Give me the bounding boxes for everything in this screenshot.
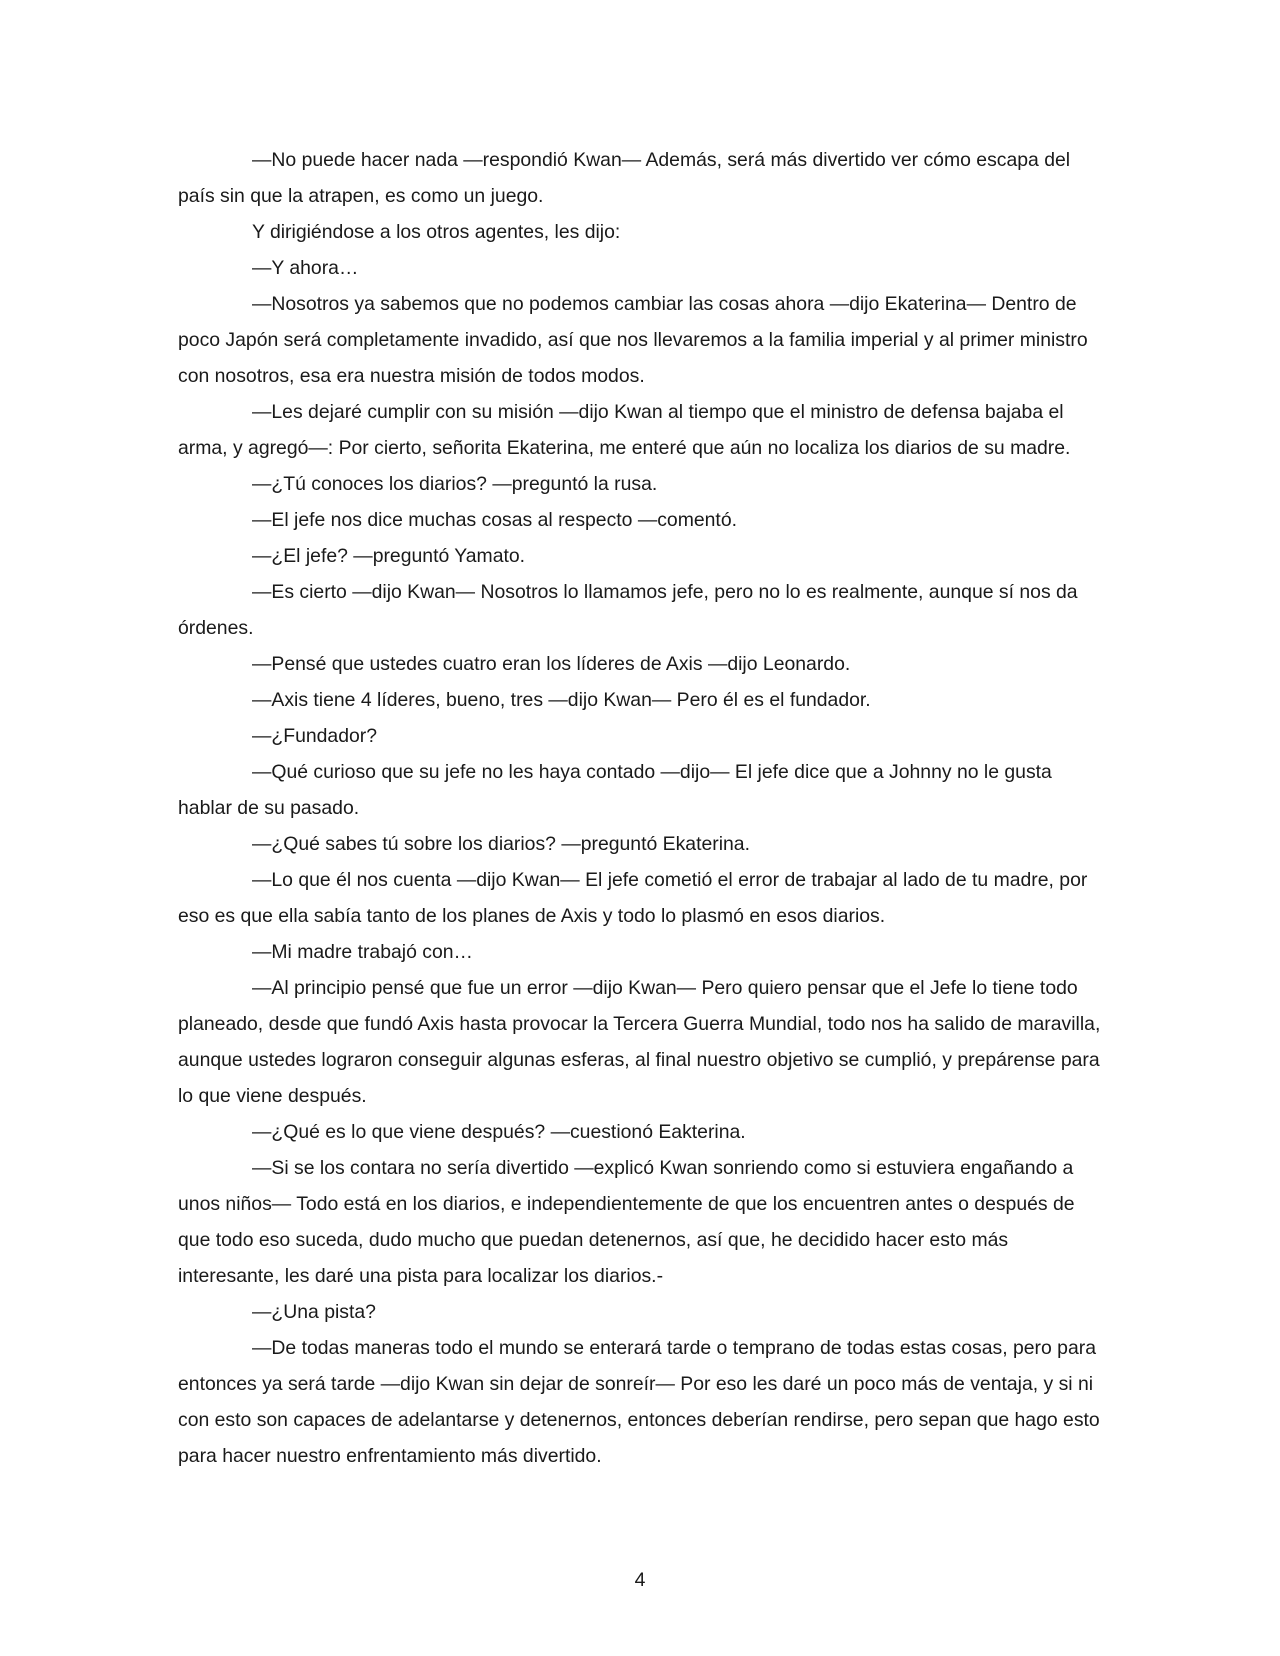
paragraph: —Nosotros ya sabemos que no podemos cambiar las cosas ahora —dijo Ekaterina— Dentro de poco Japón será completamente invadido, así que nos llevaremos a la familia imperial y al primer ministro con nosotros, esa era nuestra misión de todos modos. [178,293,1088,387]
paragraph: —¿Una pista? [252,1301,376,1323]
paragraph: —¿Qué sabes tú sobre los diarios? —preguntó Ekaterina. [252,833,750,855]
page-number: 4 [634,1569,646,1591]
paragraph: —Pensé que ustedes cuatro eran los líderes de Axis —dijo Leonardo. [252,653,851,675]
paragraph: —Les dejaré cumplir con su misión —dijo Kwan al tiempo que el ministro de defensa bajaba el arma, y agregó—: Por cierto, señorita Ekaterina, me enteré que aún no localiza los diarios de su madre. [178,401,1071,459]
paragraph: —Qué curioso que su jefe no les haya contado —dijo— El jefe dice que a Johnny no le gusta hablar de su pasado. [178,761,1052,819]
paragraph: —¿El jefe? —preguntó Yamato. [252,545,526,567]
paragraph: —¿Qué es lo que viene después? —cuestionó Eakterina. [252,1121,746,1143]
paragraph: —Si se los contara no sería divertido —explicó Kwan sonriendo como si estuviera engañando a unos niños— Todo está en los diarios, e independientemente de que los encuentren antes o después de que todo eso suceda, dudo mucho que puedan detenernos, así que, he decidido hacer esto más interesante, les daré una pista para localizar los diarios.- [178,1157,1075,1287]
body-text [178,142,1101,1474]
paragraph: —Es cierto —dijo Kwan— Nosotros lo llamamos jefe, pero no lo es realmente, aunque sí nos da órdenes. [178,581,1078,639]
paragraph: —Al principio pensé que fue un error —dijo Kwan— Pero quiero pensar que el Jefe lo tiene todo planeado, desde que fundó Axis hasta provocar la Tercera Guerra Mundial, todo nos ha salido de maravilla, aunque ustedes lograron conseguir algunas esferas, al final nuestro objetivo se cumplió, y prepárense para lo que viene después. [178,977,1101,1107]
paragraph: —Mi madre trabajó con… [252,941,473,963]
paragraph: —Y ahora… [252,257,359,279]
paragraph: —De todas maneras todo el mundo se enterará tarde o temprano de todas estas cosas, pero para entonces ya será tarde —dijo Kwan sin dejar de sonreír— Por eso les daré un poco más de ventaja, y si ni con esto son capaces de adelantarse y detenernos, entonces deberían rendirse, pero sepan que hago esto para hacer nuestro enfrentamiento más divertido. [178,1337,1100,1467]
paragraph: —No puede hacer nada —respondió Kwan— Además, será más divertido ver cómo escapa del país sin que la atrapen, es como un juego. [178,149,1071,207]
paragraph: Y dirigiéndose a los otros agentes, les dijo: [252,221,621,243]
paragraph: —Axis tiene 4 líderes, bueno, tres —dijo Kwan— Pero él es el fundador. [252,689,871,711]
paragraph: —Lo que él nos cuenta —dijo Kwan— El jefe cometió el error de trabajar al lado de tu madre, por eso es que ella sabía tanto de los planes de Axis y todo lo plasmó en esos diarios. [178,869,1088,927]
paragraph: —¿Tú conoces los diarios? —preguntó la rusa. [252,473,658,495]
paragraph: —¿Fundador? [252,725,378,747]
paragraph: —El jefe nos dice muchas cosas al respecto —comentó. [252,509,737,531]
